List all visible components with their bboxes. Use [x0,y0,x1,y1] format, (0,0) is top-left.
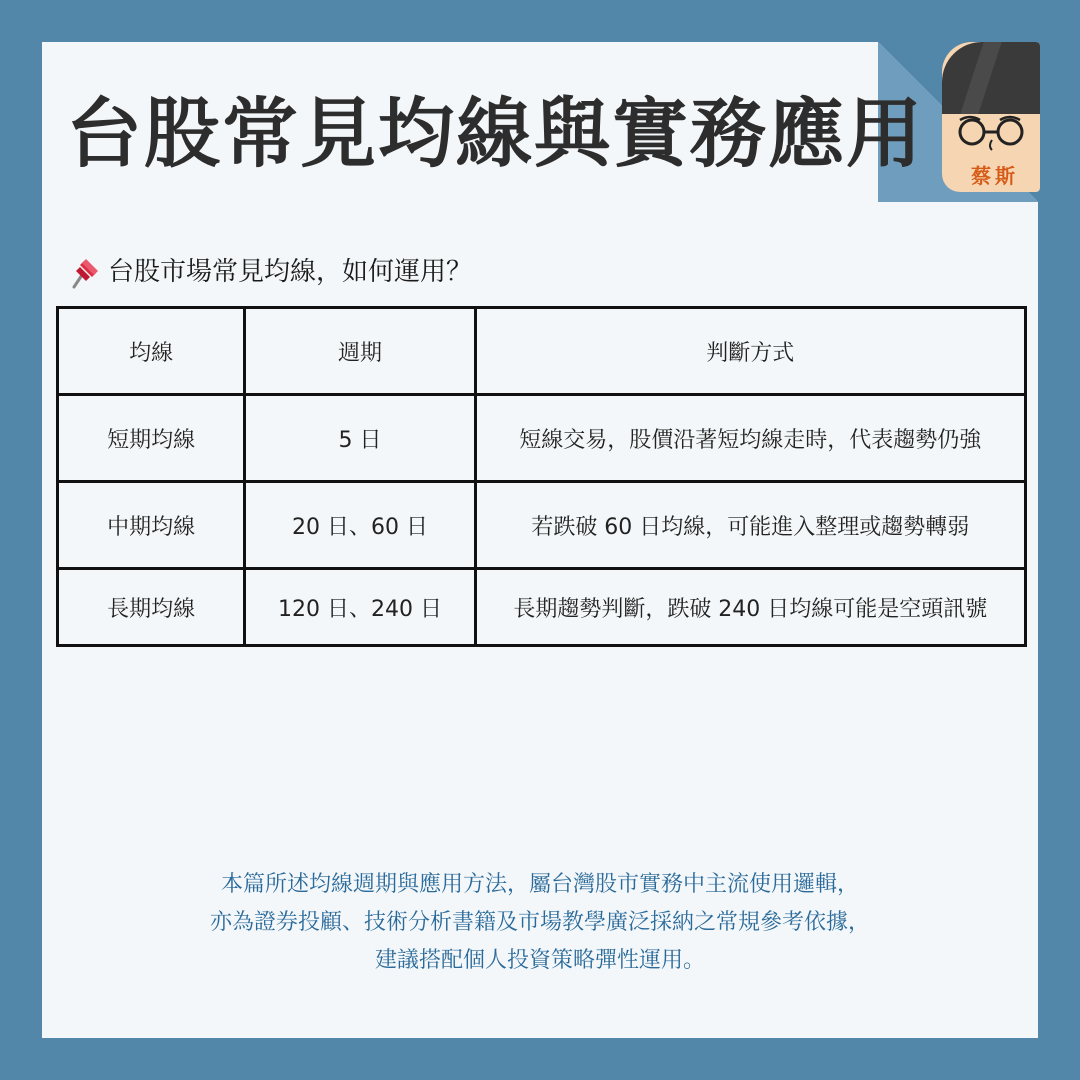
mascot-avatar [942,42,1040,198]
mascot-name: 蔡斯 [971,164,1019,188]
moving-average-table [56,306,1027,647]
mascot-hair [942,42,1040,114]
table-header-row [58,308,1026,395]
table-cell: 中期均線 [58,482,245,569]
table-header-cell: 均線 [58,308,245,395]
table-cell: 長期均線 [58,569,245,646]
footnote-line: 建議搭配個人投資策略彈性運用。 [374,948,705,973]
page-title: 台股常見均線與實務應用 [66,89,924,178]
footnote [42,866,1038,980]
table-cell: 長期趨勢判斷，跌破 240 日均線可能是空頭訊號 [475,569,1025,646]
footnote-line: 本篇所述均線週期與應用方法，屬台灣股市實務中主流使用邏輯， [220,872,859,897]
table-cell: 20 日、60 日 [245,482,475,569]
section-heading-text: 台股市場常見均線，如何運用？ [108,257,473,287]
table-cell: 短期均線 [58,395,245,482]
table-row [58,395,1026,482]
table-row [58,482,1026,569]
table-cell: 5 日 [245,395,475,482]
table-header-cell: 週期 [245,308,475,395]
table-cell: 120 日、240 日 [245,569,475,646]
table-cell: 短線交易，股價沿著短均線走時，代表趨勢仍強 [475,395,1025,482]
table-cell: 若跌破 60 日均線，可能進入整理或趨勢轉弱 [475,482,1025,569]
footnote-line: 亦為證券投顧、技術分析書籍及市場教學廣泛採納之常規參考依據， [209,910,870,935]
pushpin-icon [66,255,102,291]
glasses-icon [954,112,1034,152]
section-heading [66,252,472,292]
table-row [58,569,1026,646]
table-header-cell: 判斷方式 [475,308,1025,395]
